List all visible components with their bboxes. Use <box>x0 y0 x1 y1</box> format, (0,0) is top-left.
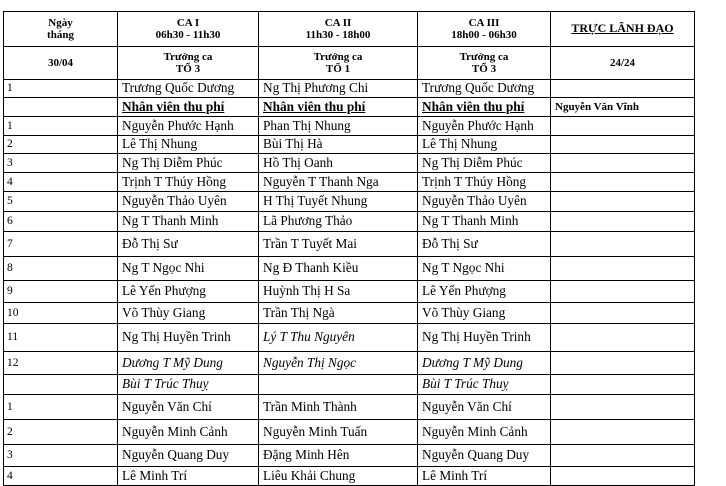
table-row <box>4 375 695 395</box>
table-row <box>4 420 695 445</box>
row-number: 3 <box>4 445 118 467</box>
shift-3-head: Trương Quốc Dương <box>418 80 551 98</box>
shift-2-staff: Trần Thị Ngà <box>259 303 418 324</box>
shift-3-staff: Nguyễn Văn Chí <box>418 395 551 420</box>
row-number: 11 <box>4 324 118 352</box>
shift-3-staff: Nguyễn Minh Cảnh <box>418 420 551 445</box>
shift-2-team: Trưởng ca TỔ 1 <box>259 47 418 80</box>
shift-2-staff: Phan Thị Nhung <box>259 117 418 136</box>
staff-label-row <box>4 98 695 117</box>
row-number: 1 <box>4 395 118 420</box>
row-number <box>4 98 118 117</box>
table-row <box>4 192 695 212</box>
table-row <box>4 232 695 257</box>
row-number: 3 <box>4 154 118 173</box>
shift-1-staff: Ng T Thanh Minh <box>118 212 259 232</box>
leader-empty-cell <box>551 375 695 395</box>
row-number: 6 <box>4 212 118 232</box>
leader-empty-cell <box>551 303 695 324</box>
table-row <box>4 445 695 467</box>
shift-2-staff-label: Nhân viên thu phí <box>259 98 418 117</box>
shift-1-staff: Dương T Mỹ Dung <box>118 352 259 375</box>
shift-1-staff: Trịnh T Thúy Hồng <box>118 173 259 192</box>
header-row <box>4 12 695 47</box>
date-cell: 30/04 <box>4 47 118 80</box>
leader-empty-cell <box>551 352 695 375</box>
leader-empty-cell <box>551 467 695 486</box>
row-number: 9 <box>4 281 118 303</box>
shift-2-staff: Huỳnh Thị H Sa <box>259 281 418 303</box>
shift-3-staff: Ng T Thanh Minh <box>418 212 551 232</box>
leader-empty-cell <box>551 173 695 192</box>
shift-2-staff: Đặng Minh Hên <box>259 445 418 467</box>
table-row <box>4 352 695 375</box>
row-number: 8 <box>4 257 118 281</box>
table-row <box>4 324 695 352</box>
shift-3-staff: Bùi T Trúc Thuỵ <box>418 375 551 395</box>
shift-3-staff: Ng Thị Huyền Trinh <box>418 324 551 352</box>
leader-empty-cell <box>551 281 695 303</box>
date-column-header: Ngày tháng <box>4 12 118 47</box>
shift-3-staff-label: Nhân viên thu phí <box>418 98 551 117</box>
shift-1-staff: Nguyễn Thảo Uyên <box>118 192 259 212</box>
table-row <box>4 257 695 281</box>
shift-3-staff: Trịnh T Thúy Hồng <box>418 173 551 192</box>
shift-3-staff: Nguyễn Phước Hạnh <box>418 117 551 136</box>
shift-1-staff: Lê Thị Nhung <box>118 136 259 154</box>
shift-1-staff: Bùi T Trúc Thuỵ <box>118 375 259 395</box>
shift-3-staff: Lê Thị Nhung <box>418 136 551 154</box>
leader-empty-cell <box>551 154 695 173</box>
shift-3-staff: Ng Thị Diễm Phúc <box>418 154 551 173</box>
row-number: 1 <box>4 117 118 136</box>
shift-3-staff: Ng T Ngọc Nhi <box>418 257 551 281</box>
table-row <box>4 136 695 154</box>
shift-3-staff: Nguyễn Quang Duy <box>418 445 551 467</box>
shift-2-staff: Lã Phương Thảo <box>259 212 418 232</box>
shift-2-header: CA II 11h30 - 18h00 <box>259 12 418 47</box>
table-row <box>4 281 695 303</box>
duty-roster-table <box>3 11 695 486</box>
table-row <box>4 395 695 420</box>
table-row <box>4 154 695 173</box>
shift-2-staff: Nguyễn Thị Ngọc <box>259 352 418 375</box>
row-number: 10 <box>4 303 118 324</box>
table-row <box>4 467 695 486</box>
leader-empty-cell <box>551 212 695 232</box>
leader-empty-cell <box>551 324 695 352</box>
shift-2-staff: Nguyễn Minh Tuấn <box>259 420 418 445</box>
row-number: 7 <box>4 232 118 257</box>
shift-1-staff: Lê Minh Trí <box>118 467 259 486</box>
shift-1-staff: Đỗ Thị Sư <box>118 232 259 257</box>
shift-2-staff: Hồ Thị Oanh <box>259 154 418 173</box>
shift-3-header: CA III 18h00 - 06h30 <box>418 12 551 47</box>
row-number: 12 <box>4 352 118 375</box>
shift-1-team: Trưởng ca TỔ 3 <box>118 47 259 80</box>
shift-3-staff: Lê Minh Trí <box>418 467 551 486</box>
shift-3-staff: Nguyễn Thảo Uyên <box>418 192 551 212</box>
table-row <box>4 212 695 232</box>
leader-empty-cell <box>551 136 695 154</box>
shift-2-staff: Lý T Thu Nguyên <box>259 324 418 352</box>
shift-1-staff: Nguyễn Minh Cảnh <box>118 420 259 445</box>
shift-leader-section-row <box>4 47 695 80</box>
leader-empty-cell <box>551 117 695 136</box>
shift-1-staff: Ng Thị Huyền Trinh <box>118 324 259 352</box>
leader-empty-cell <box>551 445 695 467</box>
row-number: 1 <box>4 80 118 98</box>
shift-1-staff: Ng Thị Diễm Phúc <box>118 154 259 173</box>
shift-3-staff: Đỗ Thị Sư <box>418 232 551 257</box>
leader-empty-cell <box>551 257 695 281</box>
shift-2-staff: Liêu Khải Chung <box>259 467 418 486</box>
shift-1-staff: Ng T Ngọc Nhi <box>118 257 259 281</box>
shift-1-staff-label: Nhân viên thu phí <box>118 98 259 117</box>
shift-3-staff: Lê Yến Phượng <box>418 281 551 303</box>
table-row <box>4 173 695 192</box>
shift-1-staff: Nguyễn Quang Duy <box>118 445 259 467</box>
row-number: 4 <box>4 173 118 192</box>
leader-empty-cell <box>551 192 695 212</box>
table-row <box>4 303 695 324</box>
shift-1-staff: Võ Thùy Giang <box>118 303 259 324</box>
shift-3-team: Trưởng ca TỔ 3 <box>418 47 551 80</box>
table-row <box>4 117 695 136</box>
leader-column-header: TRỰC LÃNH ĐẠO <box>551 12 695 47</box>
shift-2-staff: Trần Minh Thành <box>259 395 418 420</box>
shift-2-staff <box>259 375 418 395</box>
shift-2-staff: Nguyễn T Thanh Nga <box>259 173 418 192</box>
shift-3-staff: Võ Thùy Giang <box>418 303 551 324</box>
shift-1-staff: Nguyễn Văn Chí <box>118 395 259 420</box>
shift-1-head: Trương Quốc Dương <box>118 80 259 98</box>
row-number <box>4 375 118 395</box>
row-number: 2 <box>4 420 118 445</box>
leader-empty-cell <box>551 232 695 257</box>
shift-2-head: Ng Thị Phương Chi <box>259 80 418 98</box>
shift-1-header: CA I 06h30 - 11h30 <box>118 12 259 47</box>
row-number: 5 <box>4 192 118 212</box>
shift-1-staff: Lê Yến Phượng <box>118 281 259 303</box>
shift-head-row <box>4 80 695 98</box>
row-number: 4 <box>4 467 118 486</box>
shift-2-staff: Trần T Tuyết Mai <box>259 232 418 257</box>
leader-empty-cell <box>551 395 695 420</box>
leader-shift-value: 24/24 <box>551 47 695 80</box>
row-number: 2 <box>4 136 118 154</box>
shift-3-staff: Dương T Mỹ Dung <box>418 352 551 375</box>
shift-1-staff: Nguyễn Phước Hạnh <box>118 117 259 136</box>
shift-2-staff: Bùi Thị Hà <box>259 136 418 154</box>
shift-2-staff: Ng Đ Thanh Kiều <box>259 257 418 281</box>
leader-name: Nguyễn Văn Vĩnh <box>551 98 695 117</box>
shift-2-staff: H Thị Tuyết Nhung <box>259 192 418 212</box>
leader-empty-cell <box>551 80 695 98</box>
leader-empty-cell <box>551 420 695 445</box>
